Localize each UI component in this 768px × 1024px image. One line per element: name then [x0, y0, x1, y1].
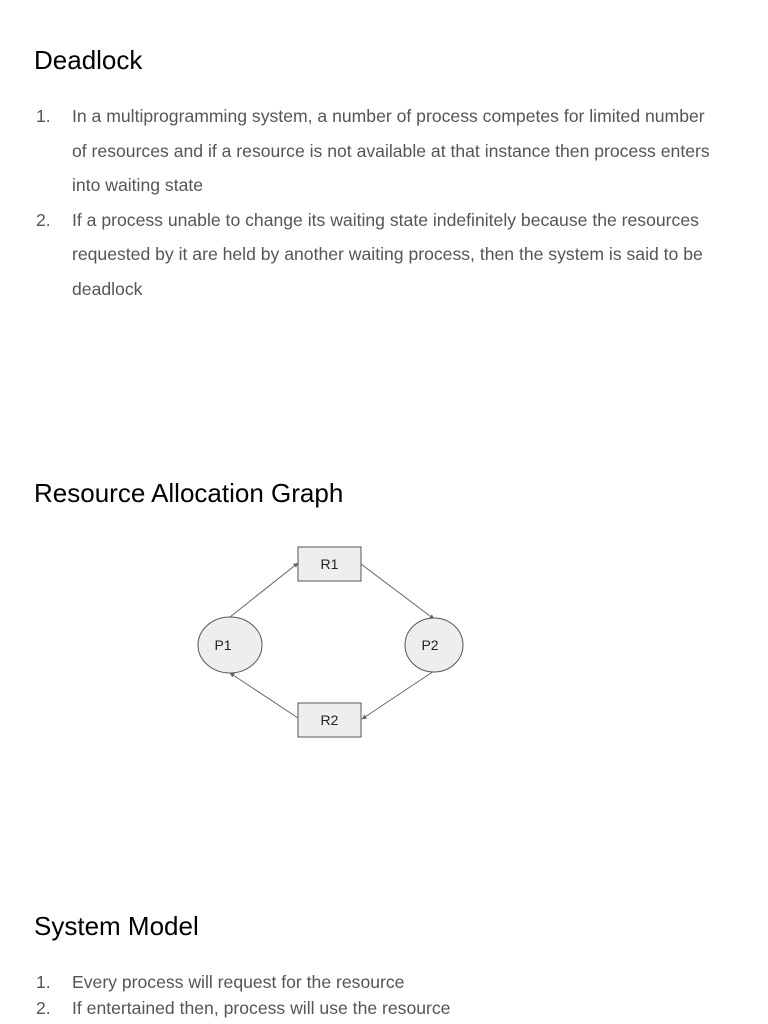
- list-number: 1.: [36, 972, 51, 992]
- process-label-p2: P2: [421, 637, 439, 653]
- deadlock-list: [0, 99, 740, 306]
- resource-label-r1: R1: [320, 556, 339, 572]
- process-label-p1: P1: [214, 637, 232, 653]
- edge-p2-to-r2: [362, 671, 434, 719]
- edge-r2-to-p1: [230, 673, 298, 718]
- list-item: [0, 203, 740, 307]
- list-item-text: Every process will request for the resource: [72, 972, 405, 992]
- list-item: [0, 969, 740, 995]
- resource-allocation-graph: [0, 530, 520, 760]
- deadlock-heading: Deadlock: [34, 45, 143, 75]
- resource-label-r2: R2: [320, 712, 339, 728]
- list-item-text: In a multiprogramming system, a number of process competes for limited number of resources and if a resource is not available at that instance then process enters into waiting state: [72, 106, 710, 195]
- list-item-text: If entertained then, process will use the resource: [72, 998, 451, 1018]
- list-number: 2.: [36, 209, 51, 230]
- system-model-list: [0, 969, 740, 1021]
- list-number: 2.: [36, 998, 51, 1018]
- rag-heading: Resource Allocation Graph: [34, 478, 344, 508]
- list-item: [0, 995, 740, 1021]
- list-item-text: If a process unable to change its waiting state indefinitely because the resources requested by it are held by another waiting process, then the system is said to be deadlock: [72, 209, 703, 299]
- edge-p1-to-r1: [230, 563, 298, 617]
- system-model-heading: System Model: [34, 911, 199, 941]
- edge-r1-to-p2: [361, 564, 434, 619]
- list-item: [0, 99, 740, 203]
- list-number: 1.: [36, 106, 51, 126]
